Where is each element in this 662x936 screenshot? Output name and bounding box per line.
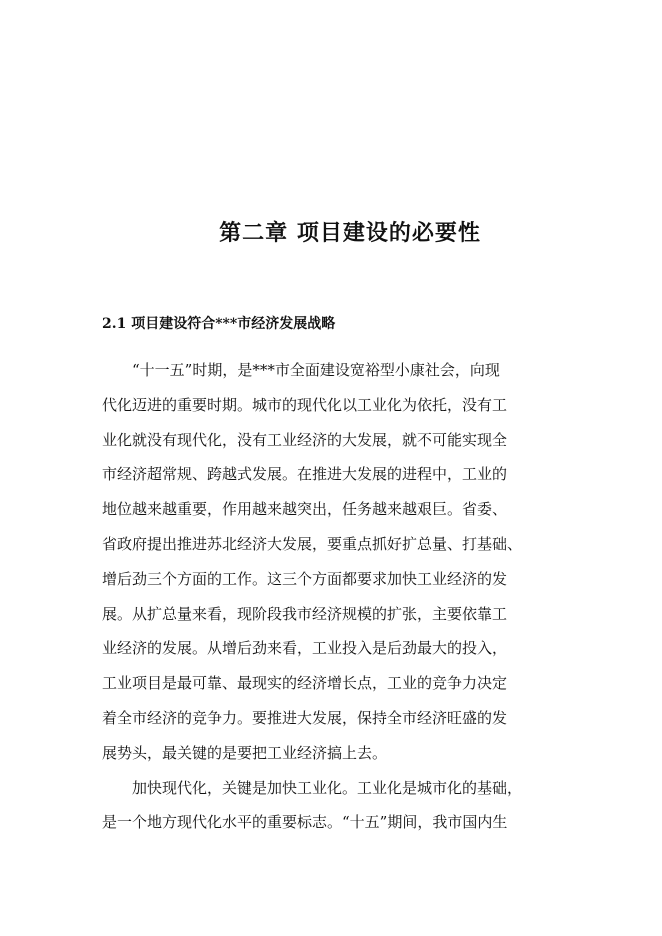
paragraph-1-line-12: 展势头，最关键的是要把工业经济搞上去。: [102, 743, 388, 762]
paragraph-1-line-11: 着全市经济的竞争力。要推进大发展，保持全市经济旺盛的发: [102, 708, 508, 727]
paragraph-1-line-4: 市经济超常规、跨越式发展。在推进大发展的进程中，工业的: [102, 465, 508, 484]
paragraph-1-line-1: “十一五”时期，是***市全面建设宽裕型小康社会，向现: [132, 361, 500, 379]
paragraph-1-line-7: 增后劲三个方面的工作。这三个方面都要求加快工业经济的发: [102, 569, 508, 588]
body-text: [102, 353, 562, 840]
paragraph-1-line-3: 业化就没有现代化，没有工业经济的大发展，就不可能实现全: [102, 430, 508, 449]
paragraph-1-line-6: 省政府提出推进苏北经济大发展，要重点抓好扩总量、打基础、: [102, 534, 523, 553]
paragraph-2-line-2: 是一个地方现代化水平的重要标志。“十五”期间，我市国内生: [102, 813, 508, 832]
chapter-title: 第二章 项目建设的必要性: [219, 220, 481, 246]
paragraph-1-line-9: 业经济的发展。从增后劲来看，工业投入是后劲最大的投入，: [102, 639, 508, 658]
paragraph-1-line-5: 地位越来越重要，作用越来越突出，任务越来越艰巨。省委、: [102, 500, 508, 519]
paragraph-1-line-2: 代化迈进的重要时期。城市的现代化以工业化为依托，没有工: [102, 395, 508, 414]
paragraph-1-line-8: 展。从扩总量来看，现阶段我市经济规模的扩张，主要依靠工: [102, 604, 508, 623]
paragraph-2-line-1: 加快现代化，关键是加快工业化。工业化是城市化的基础，: [132, 778, 523, 797]
section-heading: 2.1 项目建设符合***市经济发展战略: [102, 316, 336, 332]
paragraph-1-line-10: 工业项目是最可靠、最现实的经济增长点，工业的竞争力决定: [102, 674, 508, 693]
